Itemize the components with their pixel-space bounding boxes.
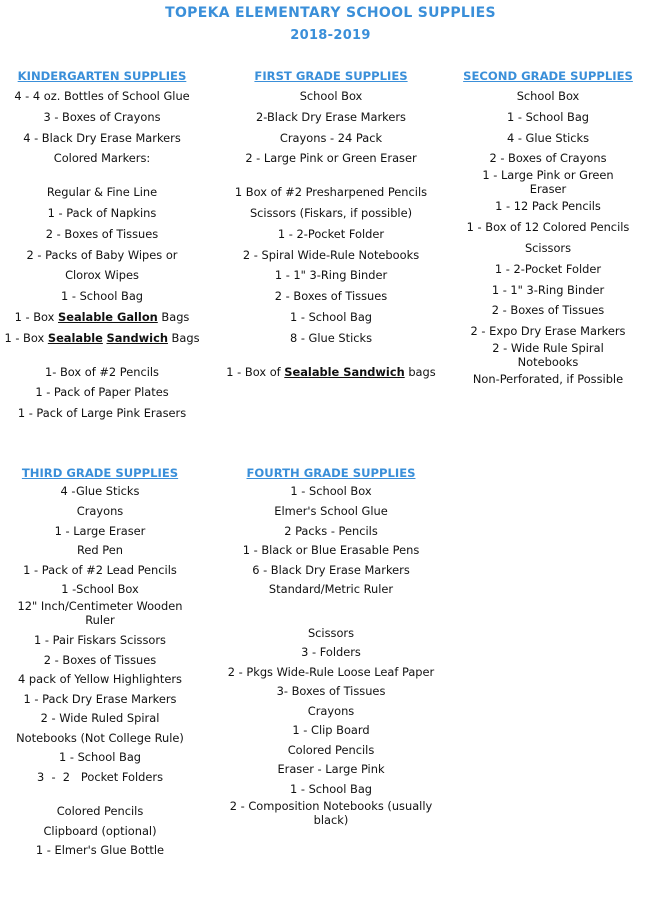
list-item: 3 - Folders: [301, 645, 361, 659]
list-item: 1 - Box of 12 Colored Pencils: [466, 220, 630, 235]
third-grade-column: [0, 463, 200, 860]
list-item: 12" Inch/Centimeter Wooden Ruler: [17, 599, 183, 627]
list-item: 1 - Box of Sealable Sandwich bags: [226, 364, 436, 379]
list-item: 1 - School Box: [290, 484, 372, 498]
list-item: Crayons - 24 Pack: [279, 130, 383, 145]
list-item: Non-Perforated, if Possible: [472, 372, 624, 387]
list-item: Scissors: [307, 625, 355, 640]
list-item: 3 - 2 Pocket Folders: [36, 769, 164, 784]
list-item: 2 - Boxes of Tissues: [43, 652, 157, 667]
list-item: 1 - Pack of #2 Lead Pencils: [23, 562, 177, 577]
list-item: Elmer's School Glue: [274, 504, 388, 518]
list-item: 1 - 2-Pocket Folder: [494, 261, 602, 276]
list-item: 4 pack of Yellow Highlighters: [18, 672, 182, 686]
list-item: 1 - School Bag: [289, 781, 373, 796]
list-item: Notebooks (Not College Rule): [16, 730, 184, 745]
first-grade-heading: FIRST GRADE SUPPLIES: [254, 69, 408, 83]
list-item: 4 - Glue Sticks: [506, 130, 590, 145]
list-item: 4 - Black Dry Erase Markers: [23, 130, 181, 145]
list-item: 1 - Elmer's Glue Bottle: [35, 843, 165, 857]
list-item: 1 - 12 Pack Pencils: [495, 199, 601, 214]
list-item: School Box: [299, 89, 363, 103]
list-item: 2 - Wide Ruled Spiral: [40, 711, 160, 725]
list-item: 2 - Boxes of Tissues: [45, 226, 159, 241]
list-item: 1 - 2-Pocket Folder: [277, 226, 385, 241]
list-item: 2 - Large Pink or Green Eraser: [245, 151, 417, 166]
list-item: 1 - Pack of Large Pink Erasers: [17, 406, 187, 421]
list-item: 1 - Pack of Napkins: [47, 205, 157, 220]
kindergarten-heading: KINDERGARTEN SUPPLIES: [17, 69, 187, 83]
list-item: 3 - Boxes of Crayons: [43, 109, 161, 124]
page-title: TOPEKA ELEMENTARY SCHOOL SUPPLIES: [165, 5, 496, 21]
list-item: Standard/Metric Ruler: [268, 582, 394, 596]
list-item: Colored Markers:: [53, 151, 151, 166]
list-item: 2 - Boxes of Tissues: [491, 303, 605, 318]
list-item: 2 - Boxes of Tissues: [274, 289, 388, 304]
list-item: 4 - 4 oz. Bottles of School Glue: [14, 89, 190, 103]
list-item: Colored Pencils: [56, 804, 144, 818]
list-item: 1 - 1" 3-Ring Binder: [491, 282, 605, 297]
list-item: 2 Packs - Pencils: [284, 523, 378, 538]
kindergarten-column: [0, 66, 204, 424]
list-item: 6 - Black Dry Erase Markers: [252, 562, 410, 577]
list-item: Crayons: [76, 504, 124, 518]
list-item: Clipboard (optional): [43, 823, 157, 838]
list-item: School Box: [516, 89, 580, 103]
school-year: 2018-2019: [290, 28, 371, 43]
list-item: 1 - Box Sealable Gallon Bags: [14, 309, 190, 324]
second-grade-column: [458, 66, 638, 390]
list-item: 1 - 1" 3-Ring Binder: [274, 268, 388, 283]
list-item: 1 -School Box: [61, 582, 139, 596]
list-item: 1 - School Bag: [58, 750, 142, 764]
second-grade-heading: SECOND GRADE SUPPLIES: [463, 69, 633, 83]
list-item: 2 - Wide Rule Spiral Notebooks: [492, 341, 604, 370]
list-item: 2 - Spiral Wide-Rule Notebooks: [242, 247, 420, 262]
list-item: 2 - Composition Notebooks (usually black): [229, 798, 433, 827]
list-item: 1 - Large Pink or Green Eraser: [482, 168, 614, 197]
list-item: Scissors (Fiskars, if possible): [249, 205, 413, 220]
list-item: Clorox Wipes: [65, 268, 139, 283]
list-item: 1 - Pair Fiskars Scissors: [34, 633, 166, 647]
list-item: 1 - Clip Board: [292, 723, 370, 737]
fourth-grade-column: [220, 463, 442, 830]
list-item: Red Pen: [77, 543, 123, 557]
third-grade-heading: THIRD GRADE SUPPLIES: [21, 466, 179, 480]
list-item: 2-Black Dry Erase Markers: [256, 109, 406, 124]
list-item: 1 - Pack Dry Erase Markers: [23, 691, 177, 706]
list-item: 2 - Pkgs Wide-Rule Loose Leaf Paper: [227, 664, 435, 679]
list-item: Regular & Fine Line: [46, 185, 158, 200]
first-grade-column: [220, 66, 442, 382]
list-item: 1 - Pack of Paper Plates: [35, 385, 169, 400]
list-item: 1 - School Bag: [289, 309, 373, 324]
list-item: 2 - Expo Dry Erase Markers: [470, 324, 626, 339]
list-item: 8 - Glue Sticks: [289, 330, 373, 345]
list-item: Scissors: [524, 240, 572, 255]
list-item: 2 - Packs of Baby Wipes or: [26, 247, 178, 262]
list-item: 1 - Black or Blue Erasable Pens: [242, 543, 420, 557]
list-item: Crayons: [307, 703, 355, 718]
list-item: 2 - Boxes of Crayons: [489, 151, 607, 166]
list-item: 1 Box of #2 Presharpened Pencils: [234, 185, 428, 200]
list-item: 4 -Glue Sticks: [60, 484, 140, 498]
list-item: 1 - School Bag: [506, 109, 590, 124]
list-item: 3- Boxes of Tissues: [276, 684, 386, 698]
list-item: Eraser - Large Pink: [277, 762, 385, 776]
list-item: 1 - Box Sealable Sandwich Bags: [4, 330, 200, 345]
list-item: Colored Pencils: [287, 742, 375, 757]
list-item: 1- Box of #2 Pencils: [44, 364, 159, 379]
list-item: 1 - Large Eraser: [54, 523, 146, 538]
fourth-grade-heading: FOURTH GRADE SUPPLIES: [246, 466, 416, 480]
list-item: 1 - School Bag: [60, 289, 144, 304]
